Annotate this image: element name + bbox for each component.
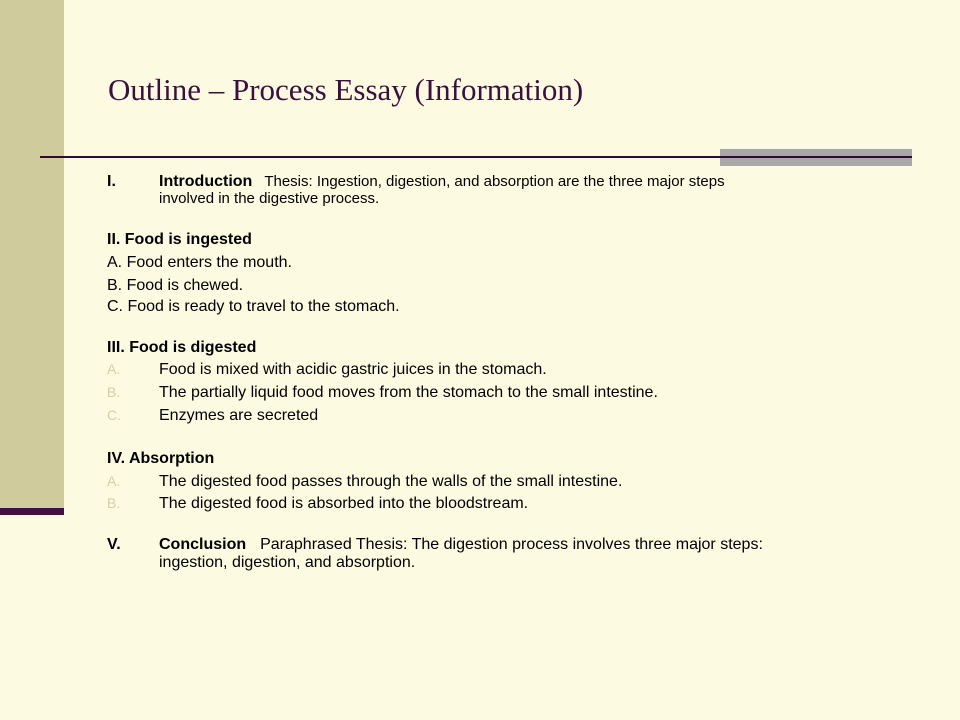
section-iii-heading: III. Food is digested (107, 339, 257, 356)
item-marker: B. (107, 384, 121, 400)
section-ii-item-a: A. Food enters the mouth. (107, 254, 292, 271)
item-text: The partially liquid food moves from the stomach to the small intestine. (159, 384, 658, 401)
intro-numeral: I. (107, 173, 116, 190)
conclusion-numeral: V. (107, 536, 121, 553)
conclusion-thesis: Paraphrased Thesis: The digestion process involves three major steps: (260, 536, 763, 553)
sidebar-decoration (0, 0, 64, 512)
intro-heading: Introduction (159, 173, 253, 190)
title-underline (40, 156, 912, 158)
section-ii-heading: II. Food is ingested (107, 231, 252, 248)
item-marker: A. (107, 473, 121, 489)
sidebar-accent-bar (0, 508, 64, 515)
item-text: Enzymes are secreted (159, 407, 319, 424)
intro-text-line-2: involved in the digestive process. (159, 190, 380, 207)
item-text: Food is mixed with acidic gastric juices in the stomach. (159, 361, 547, 378)
item-marker: B. (107, 495, 121, 511)
conclusion-heading: Conclusion (159, 536, 247, 553)
conclusion-text-line-2: ingestion, digestion, and absorption. (159, 554, 416, 571)
conclusion-text-line-1 (159, 535, 763, 554)
item-text: The digested food is absorbed into the bloodstream. (159, 495, 529, 512)
section-ii-item-b: B. Food is chewed. (107, 277, 244, 294)
intro-thesis: Thesis: Ingestion, digestion, and absorption are the three major steps (264, 173, 725, 190)
section-ii-item-c: C. Food is ready to travel to the stomach. (107, 298, 400, 315)
section-iv-heading: IV. Absorption (107, 450, 215, 467)
item-marker: C. (107, 407, 121, 423)
item-text: The digested food passes through the walls of the small intestine. (159, 473, 623, 490)
slide-title: Outline – Process Essay (Information) (108, 72, 584, 107)
item-marker: A. (107, 361, 121, 377)
